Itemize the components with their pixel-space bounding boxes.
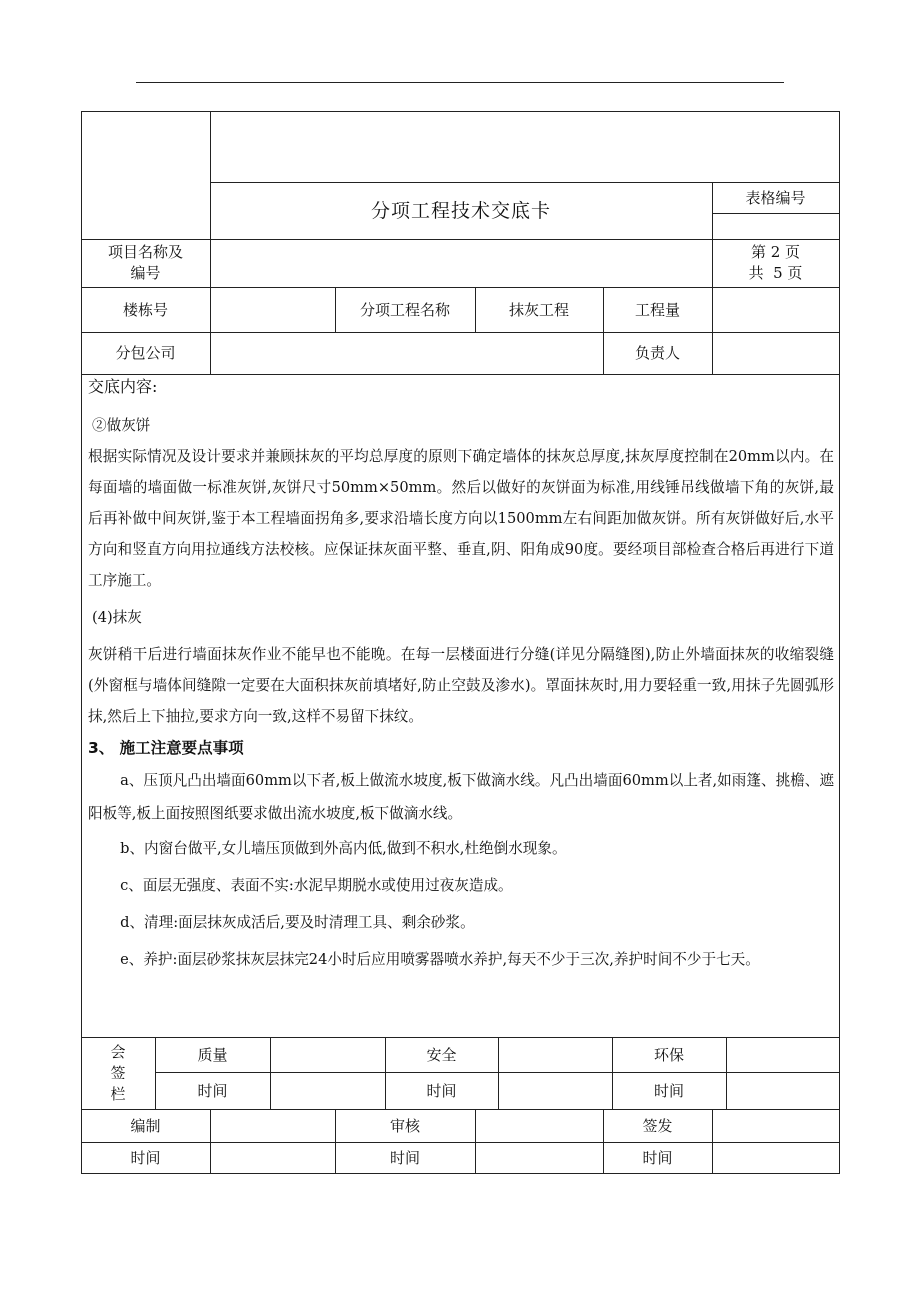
project-name-field[interactable]	[210, 239, 712, 287]
review-time-label: 时间	[389, 1148, 420, 1167]
safety-label: 安全	[426, 1045, 457, 1064]
quality-sign-field[interactable]	[270, 1037, 385, 1072]
note-c: c、面层无强度、表面不实:水泥早期脱水或使用过夜灰造成。	[120, 877, 513, 894]
compiled-time-label: 时间	[130, 1148, 161, 1167]
subcontractor-label: 分包公司	[115, 344, 176, 362]
issue-label: 签发	[642, 1116, 673, 1135]
item-cake-title: ②做灰饼	[92, 417, 151, 434]
subcontractor-field[interactable]	[210, 332, 603, 374]
review-field[interactable]	[475, 1109, 603, 1142]
section-3-title: 3、 施工注意要点事项	[88, 739, 244, 757]
building-no-field[interactable]	[210, 287, 335, 332]
review-time-field[interactable]	[475, 1142, 603, 1173]
safety-time-label: 时间	[426, 1081, 457, 1100]
note-e: e、养护:面层砂浆抹灰层抹完24小时后应用喷雾器喷水养护,每天不少于三次,养护时间不少于七天。	[120, 951, 760, 968]
quantity-label: 工程量	[634, 300, 680, 319]
quality-label: 质量	[197, 1045, 228, 1064]
quantity-field[interactable]	[712, 287, 839, 332]
form-title: 分项工程技术交底卡	[370, 199, 551, 222]
person-in-charge-label: 负责人	[634, 344, 680, 362]
briefing-content	[88, 372, 834, 978]
person-in-charge-field[interactable]	[712, 332, 839, 374]
environment-sign-field[interactable]	[726, 1037, 839, 1072]
form-no-label: 表格编号	[745, 188, 806, 207]
issue-time-label: 时间	[642, 1148, 673, 1167]
note-d: d、清理:面层抹灰成活后,要及时清理工具、剩余砂浆。	[120, 914, 475, 931]
safety-time-field[interactable]	[498, 1072, 612, 1109]
environment-label: 环保	[653, 1045, 684, 1064]
note-b: b、内窗台做平,女儿墙压顶做到外高内低,做到不积水,杜绝倒水现象。	[120, 840, 567, 857]
item-cake-text: 根据实际情况及设计要求并兼顾抹灰的平均总厚度的原则下确定墙体的抹灰总厚度,抹灰厚度控制在20mm以内。在每面墙的墙面做一标准灰饼,灰饼尺寸50mm×50mm。然后以做好的灰饼面为标准,用线锤吊线做墙下角的灰饼,最后再补做中间灰饼,鉴于本工程墙面拐角多,要求沿墙长度方向以1500mm左右间距加做灰饼。所有灰饼做好后,水平方向和竖直方向用拉通线方法校核。应保证抹灰面平整、垂直,阴、阳角成90度。要经项目部检查合格后再进行下道工序施工。	[88, 448, 834, 589]
header-rule	[136, 82, 784, 83]
environment-time-field[interactable]	[726, 1072, 839, 1109]
safety-sign-field[interactable]	[498, 1037, 612, 1072]
building-no-label: 楼栋号	[122, 300, 168, 319]
item-plaster-title: (4)抹灰	[92, 609, 142, 626]
review-label: 审核	[389, 1116, 420, 1135]
item-plaster-text: 灰饼稍干后进行墙面抹灰作业不能早也不能晚。在每一层楼面进行分缝(详见分隔缝图),防止外墙面抹灰的收缩裂缝(外窗框与墙体间缝隙一定要在大面积抹灰前填堵好,防止空鼓及渗水)。罩面抹灰时,用力要轻重一致,用抹子先圆弧形抹,然后上下抽拉,要求方向一致,这样不易留下抹纹。	[88, 646, 834, 725]
content-heading: 交底内容:	[88, 377, 158, 396]
compiled-label: 编制	[130, 1116, 161, 1135]
compiled-time-field[interactable]	[210, 1142, 335, 1173]
form-no-field[interactable]	[712, 213, 839, 239]
subitem-name-label: 分项工程名称	[359, 300, 450, 319]
compiled-field[interactable]	[210, 1109, 335, 1142]
quality-time-field[interactable]	[270, 1072, 385, 1109]
page-indicator: 第 2 页 共 5 页	[748, 243, 803, 282]
countersign-label: 会 签 栏	[110, 1042, 126, 1103]
note-a: a、压顶凡凸出墙面60mm以下者,板上做流水坡度,板下做滴水线。凡凸出墙面60mm以上者,如雨篷、挑檐、遮阳板等,板上面按照图纸要求做出流水坡度,板下做滴水线。	[88, 772, 834, 822]
quality-time-label: 时间	[197, 1081, 228, 1100]
issue-field[interactable]	[712, 1109, 839, 1142]
subitem-name-value: 抹灰工程	[508, 300, 569, 319]
issue-time-field[interactable]	[712, 1142, 839, 1173]
environment-time-label: 时间	[653, 1081, 684, 1100]
project-name-label: 项目名称及 编号	[107, 243, 183, 282]
